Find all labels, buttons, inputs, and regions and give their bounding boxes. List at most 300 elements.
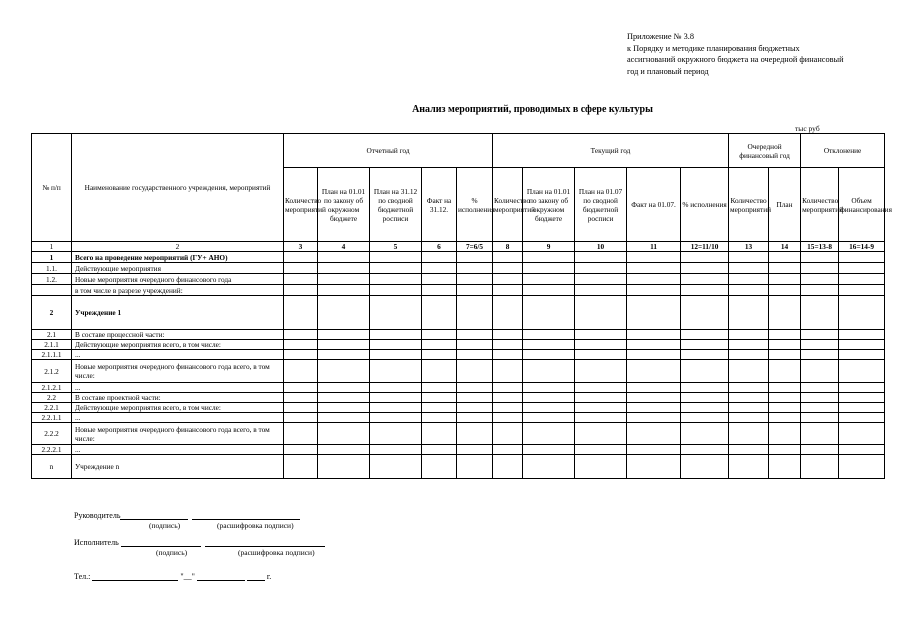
header-pct-cur: % исполнения — [681, 168, 729, 242]
value-cell[interactable] — [457, 403, 493, 413]
value-cell[interactable] — [575, 350, 627, 360]
value-cell[interactable] — [839, 383, 885, 393]
value-cell[interactable] — [457, 296, 493, 330]
value-cell[interactable] — [422, 455, 457, 479]
value-cell[interactable] — [769, 360, 801, 383]
value-cell[interactable] — [422, 393, 457, 403]
value-cell[interactable] — [457, 383, 493, 393]
value-cell[interactable] — [523, 393, 575, 403]
value-cell[interactable] — [370, 393, 422, 403]
value-cell[interactable] — [284, 413, 318, 423]
value-cell[interactable] — [839, 393, 885, 403]
value-cell[interactable] — [284, 263, 318, 274]
row-name: Новые мероприятия очередного финансового года всего, в том числе: — [72, 423, 284, 445]
value-cell[interactable] — [839, 350, 885, 360]
value-cell[interactable] — [318, 330, 370, 340]
header-deviation: Отклонение — [801, 134, 885, 168]
value-cell[interactable] — [422, 285, 457, 296]
blank-line — [92, 580, 178, 581]
value-cell[interactable] — [318, 383, 370, 393]
value-cell[interactable] — [457, 340, 493, 350]
value-cell[interactable] — [523, 340, 575, 350]
value-cell[interactable] — [457, 350, 493, 360]
value-cell[interactable] — [523, 403, 575, 413]
value-cell[interactable] — [493, 423, 523, 445]
value-cell[interactable] — [681, 252, 729, 263]
value-cell[interactable] — [370, 274, 422, 285]
value-cell[interactable] — [729, 330, 769, 340]
value-cell[interactable] — [839, 360, 885, 383]
value-cell[interactable] — [729, 285, 769, 296]
row-name: ... — [72, 350, 284, 360]
table-row — [32, 455, 885, 479]
value-cell[interactable] — [318, 285, 370, 296]
value-cell[interactable] — [370, 423, 422, 445]
row-number: 2.1.2.1 — [32, 383, 72, 393]
analysis-table — [31, 133, 892, 479]
col-number: 9 — [523, 242, 575, 252]
column-numbers-row — [32, 242, 885, 252]
value-cell[interactable] — [627, 340, 681, 350]
value-cell[interactable] — [493, 350, 523, 360]
value-cell[interactable] — [284, 403, 318, 413]
value-cell[interactable] — [681, 330, 729, 340]
value-cell[interactable] — [422, 252, 457, 263]
value-cell[interactable] — [457, 455, 493, 479]
value-cell[interactable] — [493, 393, 523, 403]
value-cell[interactable] — [457, 413, 493, 423]
value-cell[interactable] — [627, 445, 681, 455]
value-cell[interactable] — [729, 393, 769, 403]
value-cell[interactable] — [729, 383, 769, 393]
value-cell[interactable] — [457, 263, 493, 274]
table-row — [32, 274, 885, 285]
table-row — [32, 445, 885, 455]
appendix-line: к Порядку и методике планирования бюджетных — [627, 43, 800, 53]
value-cell[interactable] — [801, 360, 839, 383]
value-cell[interactable] — [627, 274, 681, 285]
value-cell[interactable] — [370, 340, 422, 350]
value-cell[interactable] — [318, 403, 370, 413]
value-cell[interactable] — [284, 445, 318, 455]
value-cell[interactable] — [681, 285, 729, 296]
blank-line — [120, 519, 188, 520]
value-cell[interactable] — [681, 445, 729, 455]
value-cell[interactable] — [523, 455, 575, 479]
value-cell[interactable] — [575, 445, 627, 455]
value-cell[interactable] — [769, 252, 801, 263]
value-cell[interactable] — [422, 340, 457, 350]
value-cell[interactable] — [284, 360, 318, 383]
value-cell[interactable] — [575, 263, 627, 274]
col-number: 7=6/5 — [457, 242, 493, 252]
value-cell[interactable] — [769, 330, 801, 340]
value-cell[interactable] — [769, 263, 801, 274]
value-cell[interactable] — [729, 340, 769, 350]
value-cell[interactable] — [575, 403, 627, 413]
value-cell[interactable] — [523, 263, 575, 274]
table-row — [32, 413, 885, 423]
value-cell[interactable] — [370, 455, 422, 479]
row-number: 1 — [32, 252, 72, 263]
value-cell[interactable] — [839, 285, 885, 296]
col-number: 12=11/10 — [681, 242, 729, 252]
value-cell[interactable] — [839, 455, 885, 479]
value-cell[interactable] — [801, 423, 839, 445]
header-volume-dev: Объем финансирования — [839, 168, 885, 242]
value-cell[interactable] — [284, 330, 318, 340]
header-plan-law: План на 01.01 по закону об окружном бюджете — [318, 168, 370, 242]
value-cell[interactable] — [627, 330, 681, 340]
document-title: Анализ мероприятий, проводимых в сфере культуры — [412, 104, 653, 115]
value-cell[interactable] — [575, 340, 627, 350]
value-cell[interactable] — [729, 350, 769, 360]
value-cell[interactable] — [627, 393, 681, 403]
row-name: Действующие мероприятия всего, в том числе: — [72, 340, 284, 350]
row-number: 1.1. — [32, 263, 72, 274]
value-cell[interactable] — [627, 423, 681, 445]
header-plan-svod-cur: План на 01.07 по сводной бюджетной росписи — [575, 168, 627, 242]
value-cell[interactable] — [681, 296, 729, 330]
value-cell[interactable] — [801, 252, 839, 263]
value-cell[interactable] — [493, 455, 523, 479]
value-cell[interactable] — [575, 252, 627, 263]
value-cell[interactable] — [801, 383, 839, 393]
row-number: 2.2.2 — [32, 423, 72, 445]
value-cell[interactable] — [839, 403, 885, 413]
value-cell[interactable] — [422, 445, 457, 455]
value-cell[interactable] — [801, 403, 839, 413]
value-cell[interactable] — [523, 296, 575, 330]
value-cell[interactable] — [769, 296, 801, 330]
value-cell[interactable] — [284, 393, 318, 403]
appendix-line: ассигнований окружного бюджета на очередной финансовый — [627, 55, 844, 64]
row-number: 2.1 — [32, 330, 72, 340]
value-cell[interactable] — [523, 423, 575, 445]
value-cell[interactable] — [284, 383, 318, 393]
row-number: 1.2. — [32, 274, 72, 285]
value-cell[interactable] — [575, 393, 627, 403]
value-cell[interactable] — [318, 350, 370, 360]
row-name: Новые мероприятия очередного финансового года всего, в том числе: — [72, 360, 284, 383]
value-cell[interactable] — [839, 330, 885, 340]
row-number: 2.2.1 — [32, 403, 72, 413]
value-cell[interactable] — [457, 423, 493, 445]
value-cell[interactable] — [370, 330, 422, 340]
value-cell[interactable] — [318, 423, 370, 445]
value-cell[interactable] — [839, 423, 885, 445]
value-cell[interactable] — [493, 403, 523, 413]
value-cell[interactable] — [681, 423, 729, 445]
value-cell[interactable] — [493, 413, 523, 423]
value-cell[interactable] — [681, 274, 729, 285]
row-number — [32, 285, 72, 296]
value-cell[interactable] — [729, 274, 769, 285]
value-cell[interactable] — [801, 393, 839, 403]
value-cell[interactable] — [575, 285, 627, 296]
row-name: Учреждение n — [72, 455, 284, 479]
value-cell[interactable] — [769, 285, 801, 296]
value-cell[interactable] — [729, 455, 769, 479]
col-number: 10 — [575, 242, 627, 252]
value-cell[interactable] — [729, 360, 769, 383]
value-cell[interactable] — [370, 252, 422, 263]
value-cell[interactable] — [681, 403, 729, 413]
value-cell[interactable] — [284, 340, 318, 350]
value-cell[interactable] — [627, 413, 681, 423]
value-cell[interactable] — [422, 413, 457, 423]
value-cell[interactable] — [457, 274, 493, 285]
value-cell[interactable] — [523, 383, 575, 393]
value-cell[interactable] — [801, 340, 839, 350]
value-cell[interactable] — [493, 252, 523, 263]
value-cell[interactable] — [729, 445, 769, 455]
value-cell[interactable] — [523, 274, 575, 285]
value-cell[interactable] — [575, 413, 627, 423]
table-row — [32, 296, 885, 330]
value-cell[interactable] — [523, 330, 575, 340]
blank-line — [247, 580, 265, 581]
value-cell[interactable] — [523, 413, 575, 423]
value-cell[interactable] — [370, 383, 422, 393]
value-cell[interactable] — [422, 350, 457, 360]
header-count-dev: Количество мероприятий — [801, 168, 839, 242]
row-number: 2.1.1 — [32, 340, 72, 350]
value-cell[interactable] — [801, 413, 839, 423]
table-row — [32, 360, 885, 383]
value-cell[interactable] — [422, 423, 457, 445]
value-cell[interactable] — [370, 403, 422, 413]
value-cell[interactable] — [422, 383, 457, 393]
col-number: 16=14-9 — [839, 242, 885, 252]
value-cell[interactable] — [318, 393, 370, 403]
value-cell[interactable] — [575, 360, 627, 383]
col-number: 5 — [370, 242, 422, 252]
col-number: 14 — [769, 242, 801, 252]
value-cell[interactable] — [318, 340, 370, 350]
value-cell[interactable] — [284, 274, 318, 285]
row-name: ... — [72, 383, 284, 393]
value-cell[interactable] — [769, 393, 801, 403]
year-suffix: г. — [266, 572, 272, 581]
value-cell[interactable] — [284, 285, 318, 296]
value-cell[interactable] — [457, 445, 493, 455]
value-cell[interactable] — [318, 274, 370, 285]
table-row — [32, 383, 885, 393]
decode-hint: (расшифровка подписи) — [217, 521, 294, 530]
value-cell[interactable] — [627, 252, 681, 263]
value-cell[interactable] — [801, 285, 839, 296]
row-number: n — [32, 455, 72, 479]
value-cell[interactable] — [318, 252, 370, 263]
value-cell[interactable] — [801, 445, 839, 455]
table-body — [32, 252, 885, 479]
value-cell[interactable] — [627, 383, 681, 393]
value-cell[interactable] — [575, 296, 627, 330]
value-cell[interactable] — [839, 296, 885, 330]
value-cell[interactable] — [370, 445, 422, 455]
value-cell[interactable] — [318, 445, 370, 455]
exec-signature-line — [74, 538, 325, 547]
value-cell[interactable] — [422, 330, 457, 340]
head-signature-line — [74, 511, 300, 520]
row-name: В составе процессной части: — [72, 330, 284, 340]
value-cell[interactable] — [839, 413, 885, 423]
value-cell[interactable] — [284, 296, 318, 330]
value-cell[interactable] — [523, 360, 575, 383]
date-quote: "__" — [180, 572, 195, 581]
value-cell[interactable] — [839, 274, 885, 285]
value-cell[interactable] — [769, 403, 801, 413]
value-cell[interactable] — [318, 263, 370, 274]
value-cell[interactable] — [729, 296, 769, 330]
value-cell[interactable] — [801, 330, 839, 340]
table-row — [32, 330, 885, 340]
value-cell[interactable] — [627, 296, 681, 330]
value-cell[interactable] — [627, 455, 681, 479]
value-cell[interactable] — [681, 340, 729, 350]
value-cell[interactable] — [769, 455, 801, 479]
value-cell[interactable] — [523, 350, 575, 360]
value-cell[interactable] — [801, 296, 839, 330]
document-title-wrap — [0, 104, 905, 115]
sign-hint: (подпись) — [149, 521, 181, 530]
header-report-year: Отчетный год — [284, 134, 493, 168]
value-cell[interactable] — [575, 330, 627, 340]
header-current-year: Текущий год — [493, 134, 729, 168]
value-cell[interactable] — [523, 445, 575, 455]
value-cell[interactable] — [457, 393, 493, 403]
value-cell[interactable] — [422, 403, 457, 413]
value-cell[interactable] — [729, 413, 769, 423]
blank-line — [197, 580, 245, 581]
value-cell[interactable] — [839, 263, 885, 274]
value-cell[interactable] — [493, 274, 523, 285]
header-pct: % исполнения — [457, 168, 493, 242]
value-cell[interactable] — [370, 350, 422, 360]
value-cell[interactable] — [627, 403, 681, 413]
decode-hint: (расшифровка подписи) — [238, 548, 315, 557]
value-cell[interactable] — [493, 383, 523, 393]
value-cell[interactable] — [801, 455, 839, 479]
value-cell[interactable] — [284, 252, 318, 263]
col-number: 13 — [729, 242, 769, 252]
value-cell[interactable] — [839, 445, 885, 455]
value-cell[interactable] — [769, 383, 801, 393]
value-cell[interactable] — [575, 383, 627, 393]
table-row — [32, 285, 885, 296]
value-cell[interactable] — [493, 296, 523, 330]
value-cell[interactable] — [370, 413, 422, 423]
value-cell[interactable] — [575, 455, 627, 479]
value-cell[interactable] — [627, 285, 681, 296]
value-cell[interactable] — [681, 263, 729, 274]
value-cell[interactable] — [457, 360, 493, 383]
value-cell[interactable] — [801, 350, 839, 360]
value-cell[interactable] — [493, 263, 523, 274]
value-cell[interactable] — [729, 423, 769, 445]
value-cell[interactable] — [523, 285, 575, 296]
value-cell[interactable] — [681, 350, 729, 360]
header-next-year: Очередной финансовый год — [729, 134, 801, 168]
value-cell[interactable] — [769, 423, 801, 445]
value-cell[interactable] — [284, 350, 318, 360]
value-cell[interactable] — [627, 360, 681, 383]
value-cell[interactable] — [575, 274, 627, 285]
value-cell[interactable] — [422, 296, 457, 330]
value-cell[interactable] — [370, 285, 422, 296]
value-cell[interactable] — [729, 252, 769, 263]
value-cell[interactable] — [681, 413, 729, 423]
row-name: ... — [72, 445, 284, 455]
value-cell[interactable] — [284, 423, 318, 445]
value-cell[interactable] — [318, 413, 370, 423]
value-cell[interactable] — [370, 360, 422, 383]
value-cell[interactable] — [681, 455, 729, 479]
value-cell[interactable] — [493, 330, 523, 340]
value-cell[interactable] — [318, 296, 370, 330]
value-cell[interactable] — [769, 340, 801, 350]
value-cell[interactable] — [681, 383, 729, 393]
value-cell[interactable] — [769, 350, 801, 360]
value-cell[interactable] — [318, 455, 370, 479]
value-cell[interactable] — [769, 274, 801, 285]
value-cell[interactable] — [801, 274, 839, 285]
value-cell[interactable] — [370, 296, 422, 330]
value-cell[interactable] — [493, 445, 523, 455]
value-cell[interactable] — [575, 423, 627, 445]
value-cell[interactable] — [493, 340, 523, 350]
value-cell[interactable] — [457, 330, 493, 340]
value-cell[interactable] — [493, 360, 523, 383]
value-cell[interactable] — [769, 445, 801, 455]
value-cell[interactable] — [422, 274, 457, 285]
value-cell[interactable] — [681, 393, 729, 403]
header-name: Наименование государственного учреждения, мероприятий — [72, 134, 284, 242]
value-cell[interactable] — [493, 285, 523, 296]
value-cell[interactable] — [839, 340, 885, 350]
col-number: 1 — [32, 242, 72, 252]
row-number: 2.2 — [32, 393, 72, 403]
value-cell[interactable] — [370, 263, 422, 274]
col-number: 15=13-8 — [801, 242, 839, 252]
header-plan-law-cur: План на 01.01 по закону об окружном бюджете — [523, 168, 575, 242]
value-cell[interactable] — [769, 413, 801, 423]
header-plan-next: План — [769, 168, 801, 242]
table-row — [32, 263, 885, 274]
col-number: 8 — [493, 242, 523, 252]
value-cell[interactable] — [801, 263, 839, 274]
value-cell[interactable] — [422, 263, 457, 274]
table-row — [32, 423, 885, 445]
value-cell[interactable] — [457, 285, 493, 296]
value-cell[interactable] — [839, 252, 885, 263]
value-cell[interactable] — [681, 360, 729, 383]
sign-hint: (подпись) — [156, 548, 188, 557]
value-cell[interactable] — [627, 263, 681, 274]
value-cell[interactable] — [729, 403, 769, 413]
col-number: 3 — [284, 242, 318, 252]
value-cell[interactable] — [318, 360, 370, 383]
value-cell[interactable] — [284, 455, 318, 479]
value-cell[interactable] — [523, 252, 575, 263]
header-count-cur: Количество мероприятий — [493, 168, 523, 242]
header-fact: Факт на 31.12. — [422, 168, 457, 242]
value-cell[interactable] — [627, 350, 681, 360]
value-cell[interactable] — [729, 263, 769, 274]
value-cell[interactable] — [457, 252, 493, 263]
value-cell[interactable] — [422, 360, 457, 383]
